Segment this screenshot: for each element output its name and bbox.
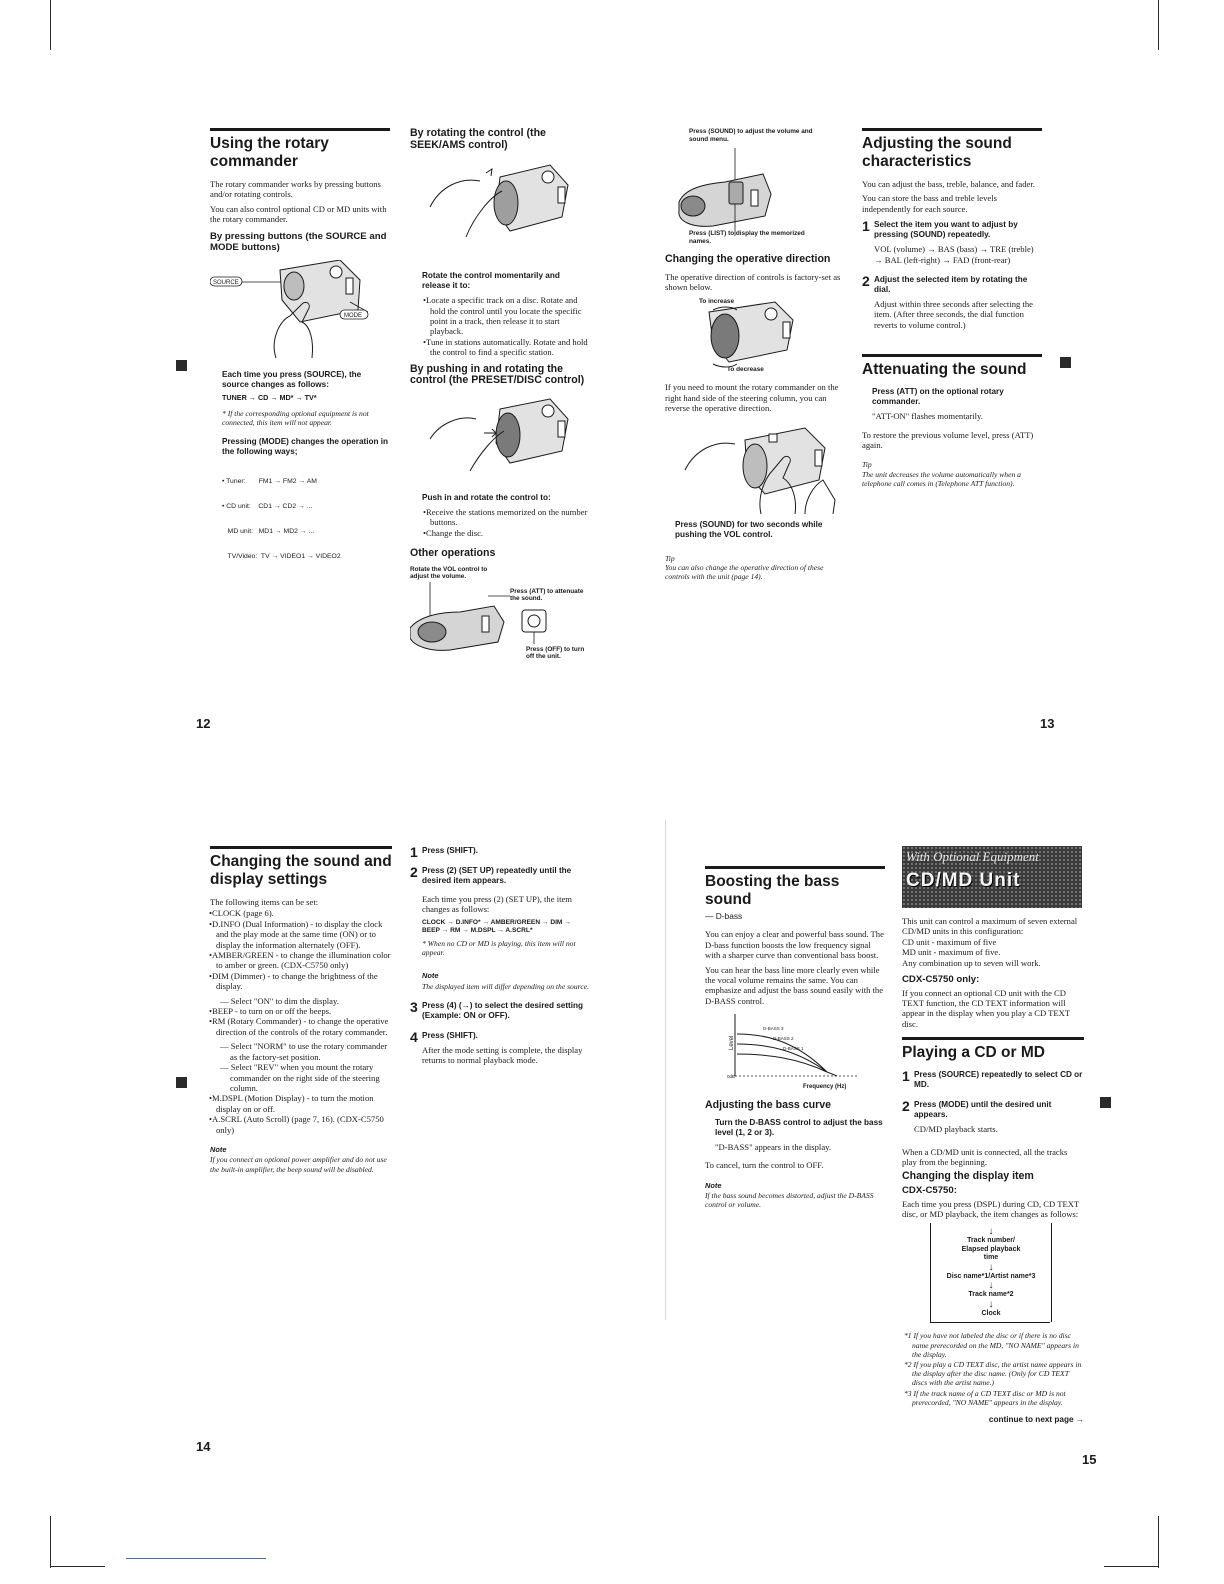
down-arrow-icon: ↓: [988, 1226, 994, 1238]
page-number: 12: [196, 716, 211, 731]
paragraph: You can also control optional CD or MD units with the rotary commander.: [210, 203, 387, 225]
rotary-commander-button-illustration: [210, 260, 390, 360]
paragraph: Adjust within three seconds after selecting the item. (After three seconds, the dial function reverts to volume control.): [874, 299, 1033, 330]
step-1: 1 Select the item you want to adjust by pressing (SOUND) repeatedly. VOL (volume) → BAS (bass) → TRE (treble) → BAL (left-right) → FAD (front-rear): [862, 220, 1042, 269]
section-title: Using the rotary commander: [210, 135, 329, 170]
footnote: *1 If you have not labeled the disc or if there is no disc name prerecorded on the MD, "NO NAME" appears in the display.: [904, 1331, 1079, 1359]
list-item: • A.SCRL (Auto Scroll) (page 7, 16). (CDX-C5750 only): [216, 1114, 392, 1135]
step-text: Press (2) (SET UP) repeatedly until the desired item appears.: [422, 866, 572, 885]
list-label: Press (LIST) to display the memorized names.: [689, 230, 805, 245]
down-arrow-icon: ↓: [988, 1261, 994, 1273]
center-fold-line: [665, 820, 666, 1320]
optional-equipment-banner: [902, 846, 1082, 908]
source-button-label: SOURCE: [213, 279, 239, 286]
thumb-tab-marker: [1100, 1097, 1111, 1108]
attenuate-body: [862, 387, 1042, 421]
footnote: * If the corresponding optional equipment is not connected, this item will not appear.: [222, 408, 369, 427]
paragraph: The following items can be set:: [210, 897, 319, 907]
x-axis-label: Frequency (Hz): [803, 1084, 847, 1091]
note: If you connect an optional power amplifier and do not use the built-in amplifier, the beep sound will be disabled.: [210, 1155, 387, 1174]
paragraph: Rotate the control momentarily and release it to:: [422, 271, 560, 291]
subheading: Other operations: [410, 547, 496, 560]
subheading: CDX-C5750 only:: [902, 974, 980, 986]
crop-mark-bottom-left-h: [50, 1566, 105, 1567]
step-text: Press (ATT) on the optional rotary commander.: [872, 387, 1004, 407]
setup-sequence: CLOCK → D.INFO* → AMBER/GREEN → DIM → BEEP → RM → M.DSPL → A.SCRL*: [422, 918, 571, 934]
step-text: Turn the D-BASS control to adjust the bass level (1, 2 or 3).: [715, 1117, 883, 1137]
step-2: 2 Adjust the selected item by rotating the dial. Adjust within three seconds after selecting the item. (After three seconds, the dial function reverts to volume control.): [862, 275, 1042, 334]
mode-list: [210, 461, 390, 579]
note-heading: Note: [422, 971, 439, 981]
paragraph: MD unit - maximum of five.: [902, 947, 1001, 958]
step-3: 3 Press (4) (→) to select the desired setting (Example: ON or OFF).: [410, 1001, 590, 1025]
flow-item: Disc name*1/Artist name*3: [946, 1272, 1036, 1280]
list-item: • DIM (Dimmer) - to change the brightness of the display.: [216, 971, 392, 992]
crop-mark-bottom-mid: [126, 1558, 266, 1559]
paragraph: VOL (volume) → BAS (bass) → TRE (treble) → BAL (left-right) → FAD (front-rear): [874, 244, 1034, 265]
sub-option: — Select "REV" when you mount the rotary commander on the right side of the steering column.: [220, 1062, 380, 1093]
sub-option: — Select "NORM" to use the rotary commander as the factory-set position.: [220, 1041, 388, 1062]
subheading: By pressing buttons (the SOURCE and MODE buttons): [210, 230, 387, 254]
section-rotating-controls: [410, 128, 590, 672]
step-text: Press (SHIFT).: [422, 1030, 478, 1040]
settings-list: [210, 908, 392, 991]
paragraph: "ATT-ON" flashes momentarily.: [872, 411, 983, 422]
step-1: 1 Press (SOURCE) repeatedly to select CD or MD.: [902, 1068, 1083, 1090]
tip: The unit decreases the volume automatically when a telephone call comes in (Telephone ATT function).: [862, 469, 1021, 488]
note-heading: Note: [210, 1144, 227, 1154]
paragraph: You can hear the bass line more clearly even while the vocal volume remains the same. You can emphasize and adjust the bass sound easily with the D-BASS control.: [705, 964, 884, 1006]
subheading: Changing the display item: [902, 1170, 1034, 1183]
section-using-rotary-commander: [210, 128, 390, 579]
paragraph: After the mode setting is complete, the display returns to normal playback mode.: [422, 1044, 583, 1066]
list-item: • D.INFO (Dual Information) - to display the clock and the play mode at the same time (ON) or to display the information alternately (OFF).: [216, 919, 392, 950]
section-rule: [210, 128, 390, 131]
down-arrow-icon: ↓: [988, 1298, 994, 1310]
increase-label: To increase: [699, 298, 735, 306]
step-1: 1 Press (SHIFT).: [410, 846, 590, 860]
paragraph: If you need to mount the rotary commander on the right hand side of the steering column, you can reverse the operative direction.: [665, 382, 839, 414]
paragraph: The rotary commander works by pressing buttons and/or rotating controls.: [210, 179, 381, 200]
footnote: *3 If the track name of a CD TEXT disc or MD is not prerecorded, "NO NAME" appears in the display.: [904, 1388, 1066, 1407]
settings-list: [210, 1093, 392, 1135]
y-axis-label: Level: [729, 1035, 735, 1051]
paragraph: Pressing (MODE) changes the operation in the following ways;: [222, 437, 389, 457]
flow-item: Track name*2: [968, 1291, 1014, 1299]
section-boosting-bass: [705, 866, 885, 1213]
att-label: Press (ATT) to attenuate the sound.: [510, 587, 584, 603]
off-label: Press (OFF) to turn off the unit.: [526, 645, 585, 661]
section-subtitle: — D-bass: [705, 911, 743, 921]
reverse-direction-illustration: [665, 420, 845, 514]
down-arrow-icon: ↓: [988, 1280, 994, 1292]
footnote: *2 If you play a CD TEXT disc, the artist name appears in the display after the disc name. (Only for CD TEXT discs with the artist name.): [904, 1360, 1082, 1388]
step-text: Select the item you want to adjust by pressing (SOUND) repeatedly.: [874, 220, 1018, 240]
section-rule: [210, 846, 392, 849]
subheading: By rotating the control (the SEEK/AMS control): [410, 127, 546, 151]
subheading: Adjusting the bass curve: [705, 1099, 831, 1112]
sub-option: — Select "ON" to dim the display.: [220, 995, 339, 1006]
section-rule: [705, 866, 885, 869]
paragraph: This unit can control a maximum of seven external CD/MD units in this configuration:: [902, 916, 1078, 937]
mode-button-label: MODE: [344, 312, 362, 319]
section-cd-md-unit: [902, 846, 1084, 1429]
curve-label: D-BASS 1: [783, 1046, 804, 1052]
tip-heading: Tip: [862, 460, 872, 470]
step-text: Press (SOURCE) repeatedly to select CD or MD.: [914, 1070, 1083, 1090]
curve-label: D-BASS 2: [773, 1036, 794, 1042]
crop-mark-bottom-left: [50, 1516, 51, 1568]
paragraph: CD/MD playback starts.: [914, 1124, 998, 1135]
paragraph: You can enjoy a clear and powerful bass sound. The D-bass function boosts the low frequency signal with a sharper curve than conventional bass boost.: [705, 929, 884, 961]
step-text: Press (MODE) until the desired unit appears.: [914, 1100, 1052, 1120]
flow-item: Clock: [981, 1309, 1001, 1317]
d-bass-curve-figure: [727, 1012, 885, 1090]
zero-db-label: 0dB: [727, 1074, 736, 1080]
list-item: • RM (Rotary Commander) - to change the operative direction of the controls of the rotary commander.: [216, 1016, 392, 1037]
section-title: Boosting the bass sound: [705, 873, 840, 908]
note: The displayed item will differ depending on the source.: [422, 981, 589, 991]
list-item: • Receive the stations memorized on the number buttons.: [430, 507, 590, 528]
paragraph: CD unit - maximum of five: [902, 936, 997, 947]
list-item: • M.DSPL (Motion Display) - to turn the motion display on or off.: [216, 1093, 392, 1114]
preset-disc-illustration: [410, 393, 590, 483]
list-item: • AMBER/GREEN - to change the illumination color to amber or green. (CDX-C5750 only): [216, 950, 392, 971]
list-item: • Change the disc.: [430, 528, 590, 538]
paragraph: You can store the bass and treble levels independently for each source.: [862, 193, 997, 214]
note-heading: Note: [705, 1180, 722, 1190]
paragraph: To restore the previous volume level, press (ATT) again.: [862, 429, 1034, 451]
step-text: Adjust the selected item by rotating the dial.: [874, 275, 1028, 295]
page-number: 15: [1082, 1452, 1097, 1467]
banner-subtitle: With Optional Equipment: [906, 849, 1039, 864]
vol-label: Rotate the VOL control to adjust the volume.: [410, 565, 488, 581]
note: If the bass sound becomes distorted, adjust the D-BASS control or volume.: [705, 1191, 874, 1210]
step-2: 2 Press (2) (SET UP) repeatedly until the desired item appears. Each time you press (2) (SET UP), the item changes as follows: CLOCK → D.INFO* → AMBER/GREEN → DIM → BEEP → RM → M.DSPL → A.SCRL* * When no CD or MD is playing, this item will not appear.: [410, 866, 590, 961]
step-4: 4 Press (SHIFT). After the mode setting is complete, the display returns to normal playback mode.: [410, 1031, 590, 1070]
subheading: By pushing in and rotating the control (the PRESET/DISC control): [410, 362, 585, 387]
paragraph: The operative direction of controls is factory-set as shown below.: [665, 271, 841, 292]
section-operative-direction: [665, 128, 845, 585]
direction-illustration: [665, 298, 845, 374]
display-item-flow: [930, 1223, 1052, 1322]
sound-list-illustration: [665, 128, 845, 244]
list-item: • CLOCK (page 6).: [216, 908, 392, 918]
continue-text: continue to next page →: [988, 1415, 1084, 1425]
footnote: * When no CD or MD is playing, this item will not appear.: [422, 938, 576, 958]
crop-mark-top-right: [1158, 0, 1159, 50]
paragraph: Press (SOUND) for two seconds while pushing the VOL control.: [675, 519, 823, 539]
seek-ams-rotation-illustration: [410, 157, 590, 257]
section-settings-steps: [410, 846, 590, 1074]
paragraph: Each time you press (SOURCE), the source changes as follows:: [222, 369, 362, 389]
paragraph: Each time you press (DSPL) during CD, CD TEXT disc, or MD playback, the item changes as follows:: [902, 1198, 1080, 1220]
paragraph: Each time you press (2) (SET UP), the item changes as follows:: [422, 894, 572, 915]
settings-list: [210, 1006, 392, 1037]
list-item: • BEEP - to turn on or off the beeps.: [216, 1006, 392, 1016]
decrease-label: To decrease: [727, 366, 764, 374]
curve-label: D-BASS 3: [763, 1026, 784, 1032]
page-number: 13: [1040, 716, 1055, 731]
list-item: • Locate a specific track on a disc. Rotate and hold the control until you locate the specific point in a track, then release it to start playback.: [430, 295, 590, 337]
step-text: Press (SHIFT).: [422, 846, 478, 855]
flow-item: Track number/ Elapsed playback time: [961, 1237, 1021, 1262]
bass-curve-body: [705, 1118, 885, 1152]
paragraph: To cancel, turn the control to OFF.: [705, 1160, 824, 1171]
mode-item: MD unit: MD1 → MD2 → ...: [222, 528, 315, 536]
thumb-tab-marker: [176, 1077, 187, 1088]
paragraph: "D-BASS" appears in the display.: [715, 1141, 832, 1152]
paragraph: When a CD/MD unit is connected, all the tracks play from the beginning.: [902, 1146, 1068, 1168]
mode-item: • CD unit: CD1 → CD2 → ...: [222, 503, 313, 511]
paragraph: If you connect an optional CD unit with the CD TEXT function, the CD TEXT information will appear in the display when you play a CD TEXT disc.: [902, 987, 1070, 1029]
page-number: 14: [196, 1439, 211, 1454]
paragraph: Push in and rotate the control to:: [422, 492, 551, 502]
section-title: Playing a CD or MD: [902, 1044, 1045, 1062]
section-rule: [862, 354, 1042, 357]
tip: You can also change the operative direction of these controls with the unit (page 14).: [665, 562, 824, 582]
crop-mark-bottom-right-h: [1104, 1566, 1159, 1567]
paragraph: You can adjust the bass, treble, balance, and fader.: [862, 179, 1035, 189]
section-adjusting-sound: [862, 128, 1042, 492]
mode-item: • Tuner: FM1 → FM2 → AM: [222, 477, 317, 485]
section-title: Attenuating the sound: [862, 361, 1027, 379]
step-text: Press (4) (→) to select the desired setting (Example: ON or OFF).: [422, 1000, 584, 1020]
paragraph: Any combination up to seven will work.: [902, 957, 1041, 968]
crop-mark-bottom-right: [1158, 1516, 1159, 1568]
subheading: Changing the operative direction: [665, 253, 831, 265]
thumb-tab-marker: [176, 360, 187, 371]
list-item: • Tune in stations automatically. Rotate and hold the control to find a specific station.: [430, 337, 590, 358]
tip-heading: Tip: [665, 553, 675, 563]
push-list: [410, 507, 590, 538]
section-title: Adjusting the sound characteristics: [862, 135, 1012, 170]
step-2: 2 Press (MODE) until the desired unit appears. CD/MD playback starts.: [902, 1100, 1084, 1138]
sound-label: Press (SOUND) to adjust the volume and sound menu.: [689, 128, 813, 143]
section-rule: [862, 128, 1042, 131]
section-sound-display-settings: [210, 846, 392, 1178]
mode-item: TV/Video: TV → VIDEO1 → VIDEO2: [222, 553, 341, 561]
other-operations-illustration: [410, 566, 590, 666]
section-title: Changing the sound and display settings: [210, 853, 392, 888]
thumb-tab-marker: [1060, 357, 1071, 368]
model-label: CDX-C5750:: [902, 1185, 957, 1197]
section-rule: [902, 1037, 1084, 1040]
banner-title: CD/MD Unit: [906, 870, 1021, 891]
crop-mark-top-left: [50, 0, 51, 50]
flow-bottom-line: [930, 1322, 1050, 1323]
source-sequence: TUNER → CD → MD* → TV*: [222, 392, 317, 402]
rotate-list: [410, 295, 590, 357]
